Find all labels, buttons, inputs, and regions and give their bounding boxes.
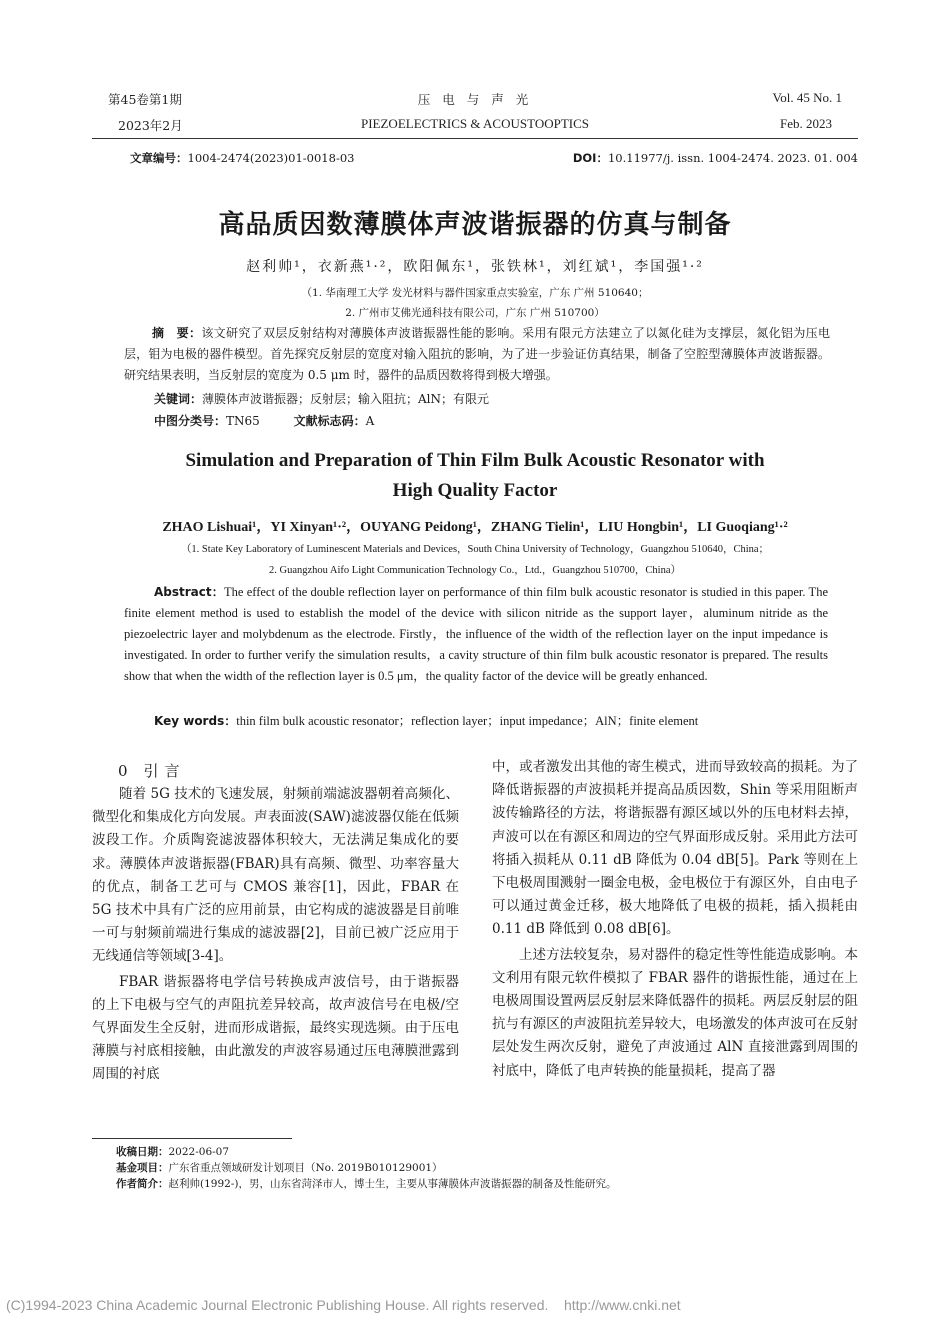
footnotes	[116, 1144, 856, 1192]
keywords-cn: 关键词：薄膜体声波谐振器；反射层；输入阻抗；AlN；有限元	[154, 392, 490, 406]
header-date-en: Feb. 2023	[780, 116, 832, 131]
abstract-cn: 摘 要：该文研究了双层反射结构对薄膜体声波谐振器性能的影响。采用有限元方法建立了以氮化硅为支撑层，氮化铝为压电层，钼为电极的器件模型。首先探究反射层的宽度对输入阻抗的影响，为了进一步验证仿真结果，制备了空腔型薄膜体声波谐振器。研究结果表明，当反射层的宽度为 0.5 μm 时，器件的品质因数将得到极大增强。	[124, 326, 830, 382]
article-number: 文章编号：1004-2474(2023)01-0018-03	[130, 151, 355, 165]
footnote-funding: 基金项目：广东省重点领域研发计划项目（No. 2019B010129001）	[116, 1162, 443, 1174]
page-title-en-line2: High Quality Factor	[392, 480, 558, 501]
paragraph: FBAR 谐振器将电学信号转换成声波信号，由于谐振器的上下电极与空气的声阻抗差异较高，故声波信号在电极/空气界面发生全反射，进而形成谐振，最终实现选频。由于压电薄膜与衬底相接触，由此激发的声波容易通过压电薄膜泄露到周围的衬底	[92, 973, 459, 1083]
doi: DOI：10.11977/j. issn. 1004-2474. 2023. 01. 004	[572, 151, 858, 165]
header-volume-cn: 第45卷第1期	[108, 92, 182, 107]
authors-en: ZHAO Lishuai¹，YI Xinyan¹·²，OUYANG Peidong¹，ZHANG Tielin¹，LIU Hongbin¹，LI Guoqiang¹·²	[162, 520, 788, 535]
authors-cn: 赵利帅¹，衣新燕¹·²，欧阳佩东¹，张铁林¹，刘红斌¹，李国强¹·²	[246, 259, 704, 275]
section-heading: 0 引言	[118, 762, 186, 780]
page-title-cn: 高品质因数薄膜体声波谐振器的仿真与制备	[218, 210, 732, 240]
affiliation-en-1: （1. State Key Laboratory of Luminescent Materials and Devices，South China University of Technology，Guangzhou 510640，China；	[180, 544, 770, 555]
keywords-en: Key words：thin film bulk acoustic resonator；reflection layer；input impedance；AlN；finite element	[154, 714, 699, 728]
footnote-author: 作者简介：赵利帅(1992-)，男，山东省菏泽市人，博士生，主要从事薄膜体声波谐振器的制备及性能研究。	[116, 1178, 617, 1190]
footnote-received: 收稿日期：2022-06-07	[116, 1146, 230, 1158]
header-rule	[92, 138, 858, 139]
abstract-en: Abstract：The effect of the double reflection layer on performance of thin film bulk acoustic resonator is studied in this paper. The finite element method is used to establish the model of the device with silicon nitride as the support layer，aluminum nitride as the piezoelectric layer and molybdenum as the electrode. Firstly，the influence of the width of the reflection layer on the input impedance is investigated. In order to further verify the simulation results，a cavity structure of thin film bulk acoustic resonator is prepared. The results show that when the width of the reflection layer is 0.5 μm，the quality factor of the device will be greatly enhanced.	[124, 585, 828, 683]
copyright-notice: (C)1994-2023 China Academic Journal Electronic Publishing House. All rights reserved. http://www.cnki.net	[6, 1297, 681, 1313]
footnote-rule	[92, 1138, 292, 1139]
header-date-cn: 2023年2月	[118, 118, 183, 133]
header-journal-cn: 压 电 与 声 光	[417, 92, 533, 107]
paragraph: 随着 5G 技术的飞速发展，射频前端滤波器朝着高频化、微型化和集成化方向发展。声表面波(SAW)滤波器仅能在低频波段工作。介质陶瓷滤波器体积较大，无法满足集成化的要求。薄膜体声波谐振器(FBAR)具有高频、微型、功率容量大的优点，制备工艺可与 CMOS 兼容[1]，因此，FBAR 在 5G 技术中具有广泛的应用前景，由它构成的滤波器是目前唯一可与射频前端进行集成的滤波器[2]，目前已被广泛应用于无线通信等领域[3-4]。	[92, 786, 459, 965]
affiliation-cn-1: （1. 华南理工大学 发光材料与器件国家重点实验室，广东 广州 510640；	[301, 287, 649, 299]
page-title-en-line1: Simulation and Preparation of Thin Film Bulk Acoustic Resonator with	[185, 450, 765, 471]
paragraph: 中，或者激发出其他的寄生模式，进而导致较高的损耗。为了降低谐振器的声波损耗并提高品质因数，Shin 等采用阻断声波传输路径的方法，将谐振器有源区域以外的压电材料去掉，声波可以在有源区和周边的空气界面形成反射。采用此方法可将插入损耗从 0.11 dB 降低为 0.04 dB[5]。Park 等则在上下电极周围溅射一圈金电极，金电极位于有源区外，自由电子可以通过黄金迁移，极大地降低了电极的损耗，插入损耗由 0.11 dB 降低到 0.08 dB[6]。	[492, 759, 858, 938]
paragraph: 上述方法较复杂，易对器件的稳定性等性能造成影响。本文利用有限元软件模拟了 FBAR 器件的谐振性能，通过在上电极周围设置两层反射层来降低器件的损耗。两层反射层的阻抗与有源区的声波阻抗差异较大，电场激发的体声波可在反射层处发生两次反射，避免了声波通过 AlN 直接泄露到周围的衬底中，降低了电声转换的能量损耗，提高了器	[492, 946, 858, 1079]
classification-cn: 中图分类号：TN65 文献标志码：A	[154, 414, 375, 428]
header-journal-en: PIEZOELECTRICS & ACOUSTOOPTICS	[360, 116, 589, 131]
header-volume-en: Vol. 45 No. 1	[772, 90, 842, 105]
right-column	[492, 756, 858, 1083]
left-column	[92, 783, 459, 1087]
affiliation-en-2: 2. Guangzhou Aifo Light Communication Technology Co.，Ltd.，Guangzhou 510700，China）	[268, 565, 682, 576]
affiliation-cn-2: 2. 广州市艾佛光通科技有限公司，广东 广州 510700）	[345, 307, 605, 319]
